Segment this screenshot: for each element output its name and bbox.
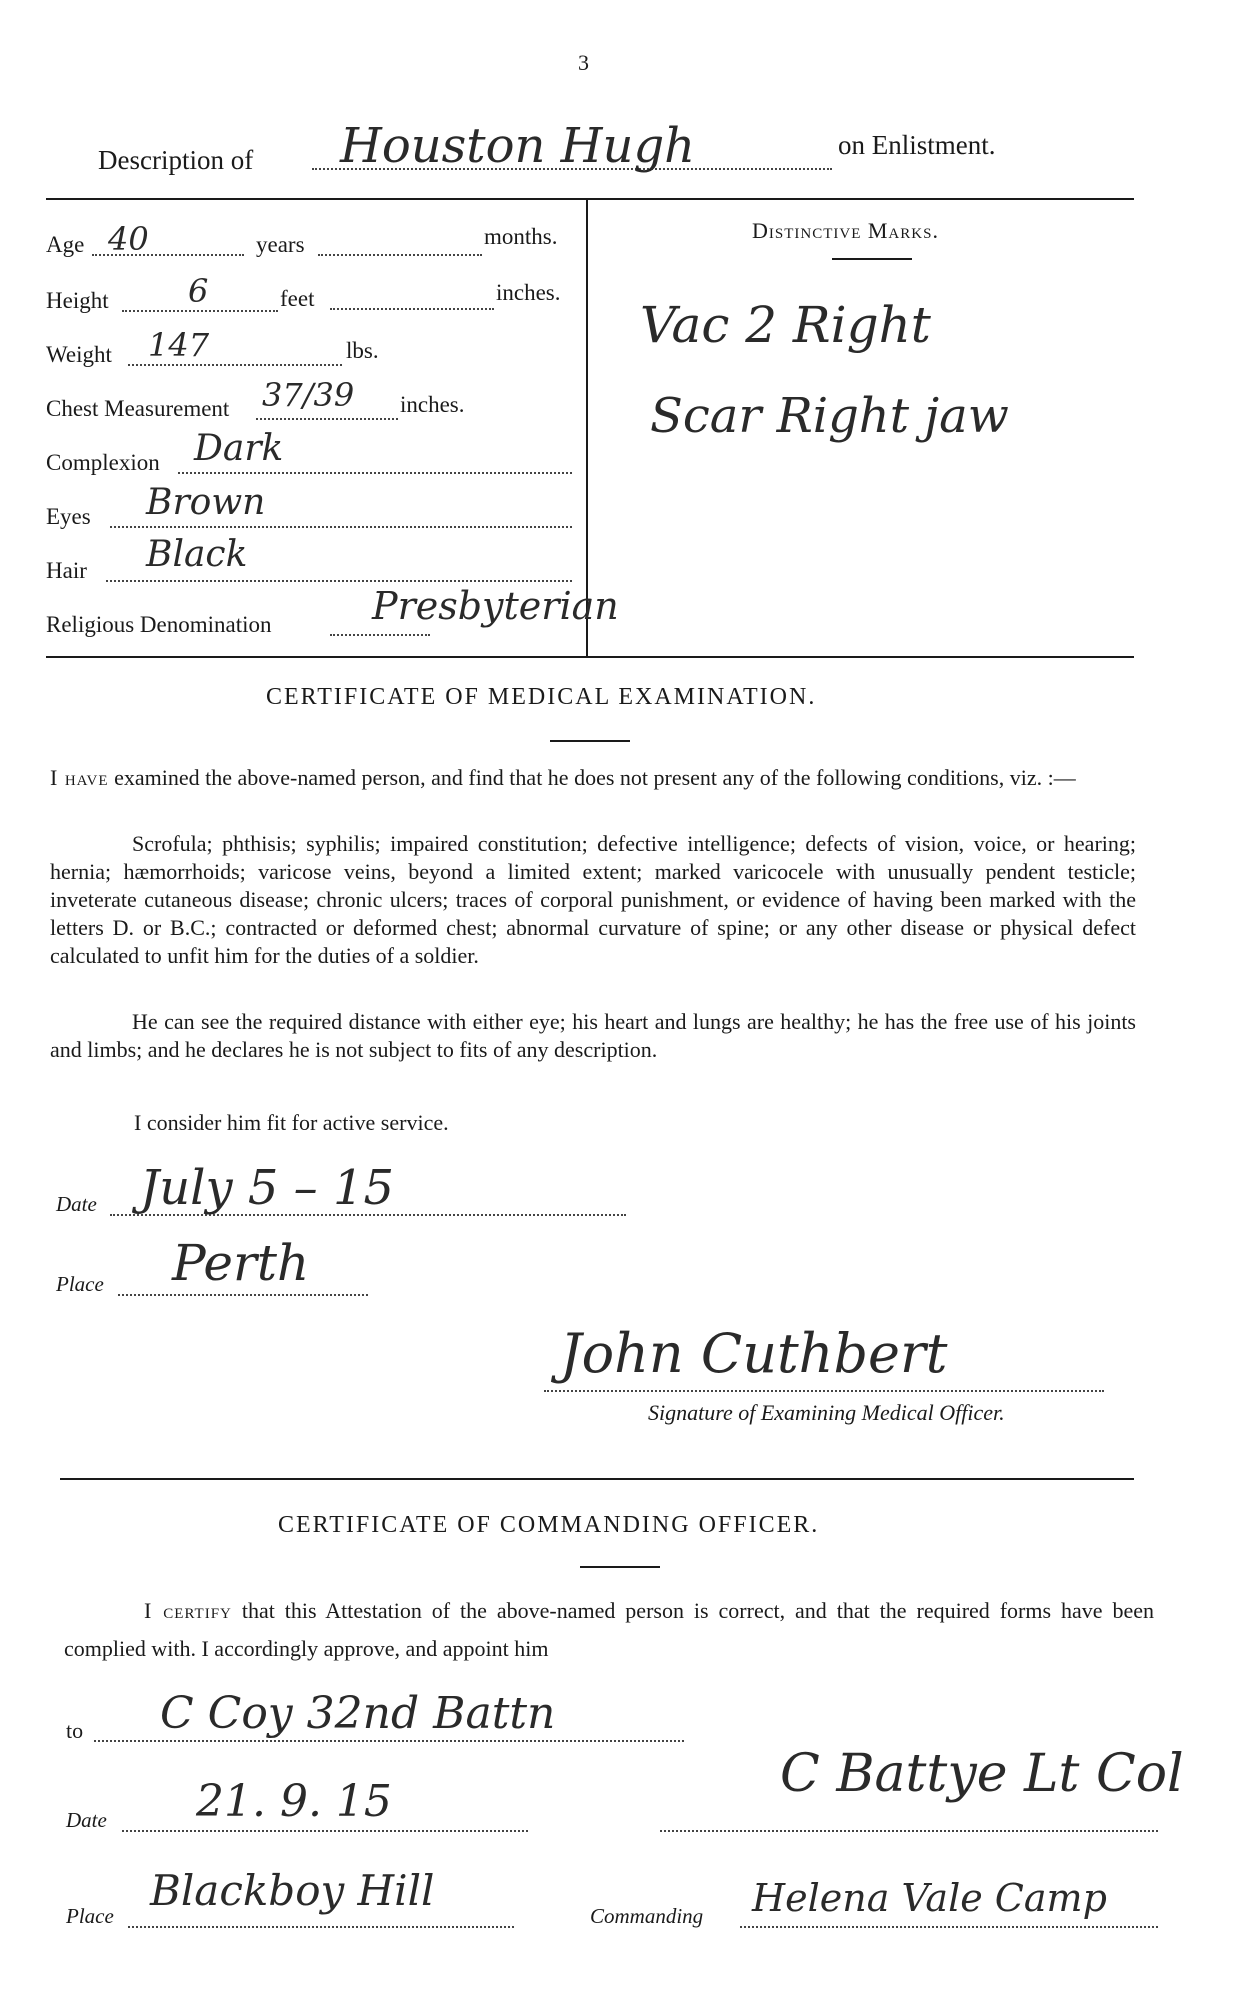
eyes-label: Eyes [46,504,91,529]
age-value: 40 [108,220,149,258]
eyes-dots [110,526,572,528]
years-label: years [256,232,305,257]
medical-p1-lead: I have [50,765,109,790]
eyes-value: Brown [146,482,266,523]
weight-value: 147 [148,326,210,364]
commanding-date-value: 21. 9. 15 [196,1776,392,1827]
medical-signature-dots [544,1390,1104,1392]
commanding-heading: CERTIFICATE OF COMMANDING OFFICER. [278,1512,820,1538]
medical-place-value: Perth [172,1234,310,1292]
top-rule [46,198,1134,200]
inches-dots [330,308,494,310]
religion-label: Religious Denomination [46,612,272,637]
description-suffix: on Enlistment. [838,130,996,160]
medical-heading-rule [550,740,630,742]
description-prefix: Description of [98,145,254,175]
medical-date-label: Date [56,1192,97,1216]
commanding-place-label: Place [66,1904,114,1928]
commanding-date-label: Date [66,1808,107,1832]
complexion-label: Complexion [46,450,160,475]
commanding-p1-lead: I certify [144,1598,232,1623]
medical-paragraph-3 [50,1008,1136,1064]
inches-label: inches. [496,280,561,305]
commanding-unit-value: Helena Vale Camp [752,1876,1107,1920]
complexion-dots [178,472,572,474]
medical-conditions-list: Scrofula; phthisis; syphilis; impaired constitution; defective intelligence; defects of vision, voice, or hearing; hernia; hæmorrhoids; varicose veins, beyond a limited extent; marked varicocele with unusually pendent testicle; inveterate cutaneous disease; chronic ulcers; traces of corporal punishment, or evidence of having been marked with the letters D. or B.C.; contracted or deformed chest; abnormal curvature of spine; or any other disease or physical defect calculated to unfit him for the duties of a soldier. [50,831,1136,968]
months-label: months. [484,224,558,249]
religion-dots [330,634,430,636]
mark-line-1: Vac 2 Right [640,296,931,354]
commanding-unit-dots [740,1926,1158,1928]
appoint-to-value: C Coy 32nd Battn [160,1688,556,1739]
chest-value: 37/39 [262,376,355,414]
commanding-top-rule [60,1478,1134,1480]
medical-officer-signature: John Cuthbert [560,1322,948,1385]
weight-label: Weight [46,342,112,367]
height-label: Height [46,288,109,313]
commanding-p1-text: that this Attestation of the above-named person is correct, and that the required forms have been complied with. I accordingly approve, and appoint him [64,1598,1155,1661]
chest-inches-label: inches. [400,392,465,417]
medical-conclusion: I consider him fit for active service. [134,1110,449,1135]
medical-place-dots [118,1294,368,1296]
height-value: 6 [188,272,209,310]
chest-label: Chest Measurement [46,396,230,421]
medical-p1-text: examined the above-named person, and find that he does not present any of the following conditions, viz. :— [108,765,1076,790]
feet-label: feet [280,286,315,311]
months-dots [318,254,482,256]
appoint-to-dots [94,1740,684,1742]
medical-heading: CERTIFICATE OF MEDICAL EXAMINATION. [266,684,817,710]
medical-place-label: Place [56,1272,104,1296]
commanding-signature-dots [660,1830,1158,1832]
medical-paragraph-1 [50,764,1136,792]
medical-paragraph-2 [50,830,1136,970]
commanding-heading-rule [580,1566,660,1568]
commanding-paragraph [64,1592,1154,1668]
hair-dots [106,580,572,582]
hair-value: Black [146,534,248,575]
height-dots [122,310,278,312]
chest-dots [256,418,398,420]
medical-signature-label: Signature of Examining Medical Officer. [648,1400,1005,1425]
hair-label: Hair [46,558,87,583]
page-number: 3 [578,50,589,75]
commanding-officer-signature: C Battye Lt Col [780,1744,1184,1804]
weight-dots [128,364,342,366]
complexion-value: Dark [194,428,284,469]
distinctive-marks-heading: Distinctive Marks. [752,218,939,243]
religion-value: Presbyterian [372,584,619,628]
lbs-label: lbs. [346,338,379,363]
recruit-name: Houston Hugh [340,118,696,174]
age-label: Age [46,232,85,257]
medical-top-rule [46,656,1134,658]
medical-date-value: July 5 – 15 [140,1160,395,1216]
commanding-place-dots [128,1926,514,1928]
marks-heading-rule [832,258,912,260]
commanding-unit-label: Commanding [590,1904,704,1928]
commanding-place-value: Blackboy Hill [150,1866,435,1915]
mark-line-2: Scar Right jaw [650,388,1009,444]
appoint-to-label: to [66,1718,84,1743]
commanding-date-dots [122,1830,528,1832]
medical-fitness-statement: He can see the required distance with either eye; his heart and lungs are healthy; he has the free use of his joints and limbs; and he declares he is not subject to fits of any description. [50,1009,1136,1062]
